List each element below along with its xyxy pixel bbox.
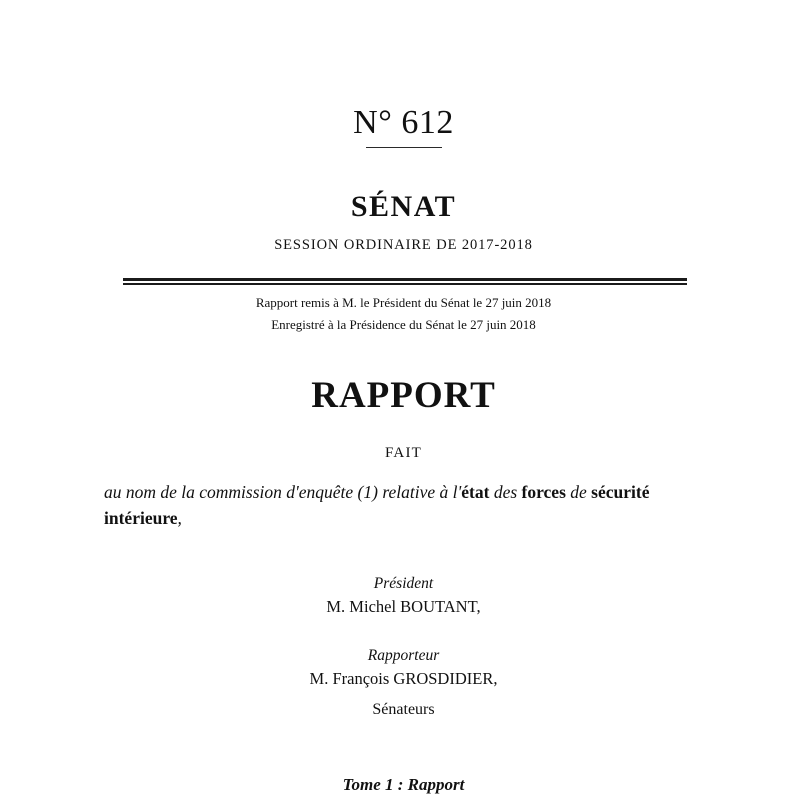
report-number-underline [366,147,442,148]
officers-spacer [0,619,807,645]
officers-title: Sénateurs [372,701,435,718]
subject-emphasis: forces [521,482,566,502]
filing-note-line: Enregistré à la Présidence du Sénat le 27 juin 2018 [271,317,536,332]
double-rule-divider [123,278,687,285]
divider-rule-thin [123,283,687,285]
institution-title: SÉNAT [350,190,457,223]
subject-text: , [177,508,182,528]
subject-text: de [565,482,592,502]
report-number: N° 612 [353,104,454,141]
subject-text: au nom de la commission d'enquête (1) relative à l' [104,482,462,502]
subject-emphasis: sécurité intérieure [104,482,650,528]
subject-text: des [489,482,522,502]
subject-emphasis: état [461,482,490,502]
officer-role: Président [373,575,434,592]
filing-note-line: Rapport remis à M. le Président du Sénat le 27 juin 2018 [255,295,552,310]
document-type-title: RAPPORT [311,375,496,416]
officer-role: Rapporteur [367,647,440,664]
volume-label: Tome 1 : Rapport [342,775,465,794]
made-by-label: FAIT [384,445,423,461]
subject-paragraph [104,479,710,531]
session-label: SESSION ORDINAIRE DE 2017-2018 [274,237,533,253]
officer-name: M. Michel BOUTANT, [326,597,481,616]
officer-name: M. François GROSDIDIER, [309,669,498,688]
officers-block [0,573,807,691]
filing-notes [0,292,807,336]
report-number-block [0,103,807,148]
